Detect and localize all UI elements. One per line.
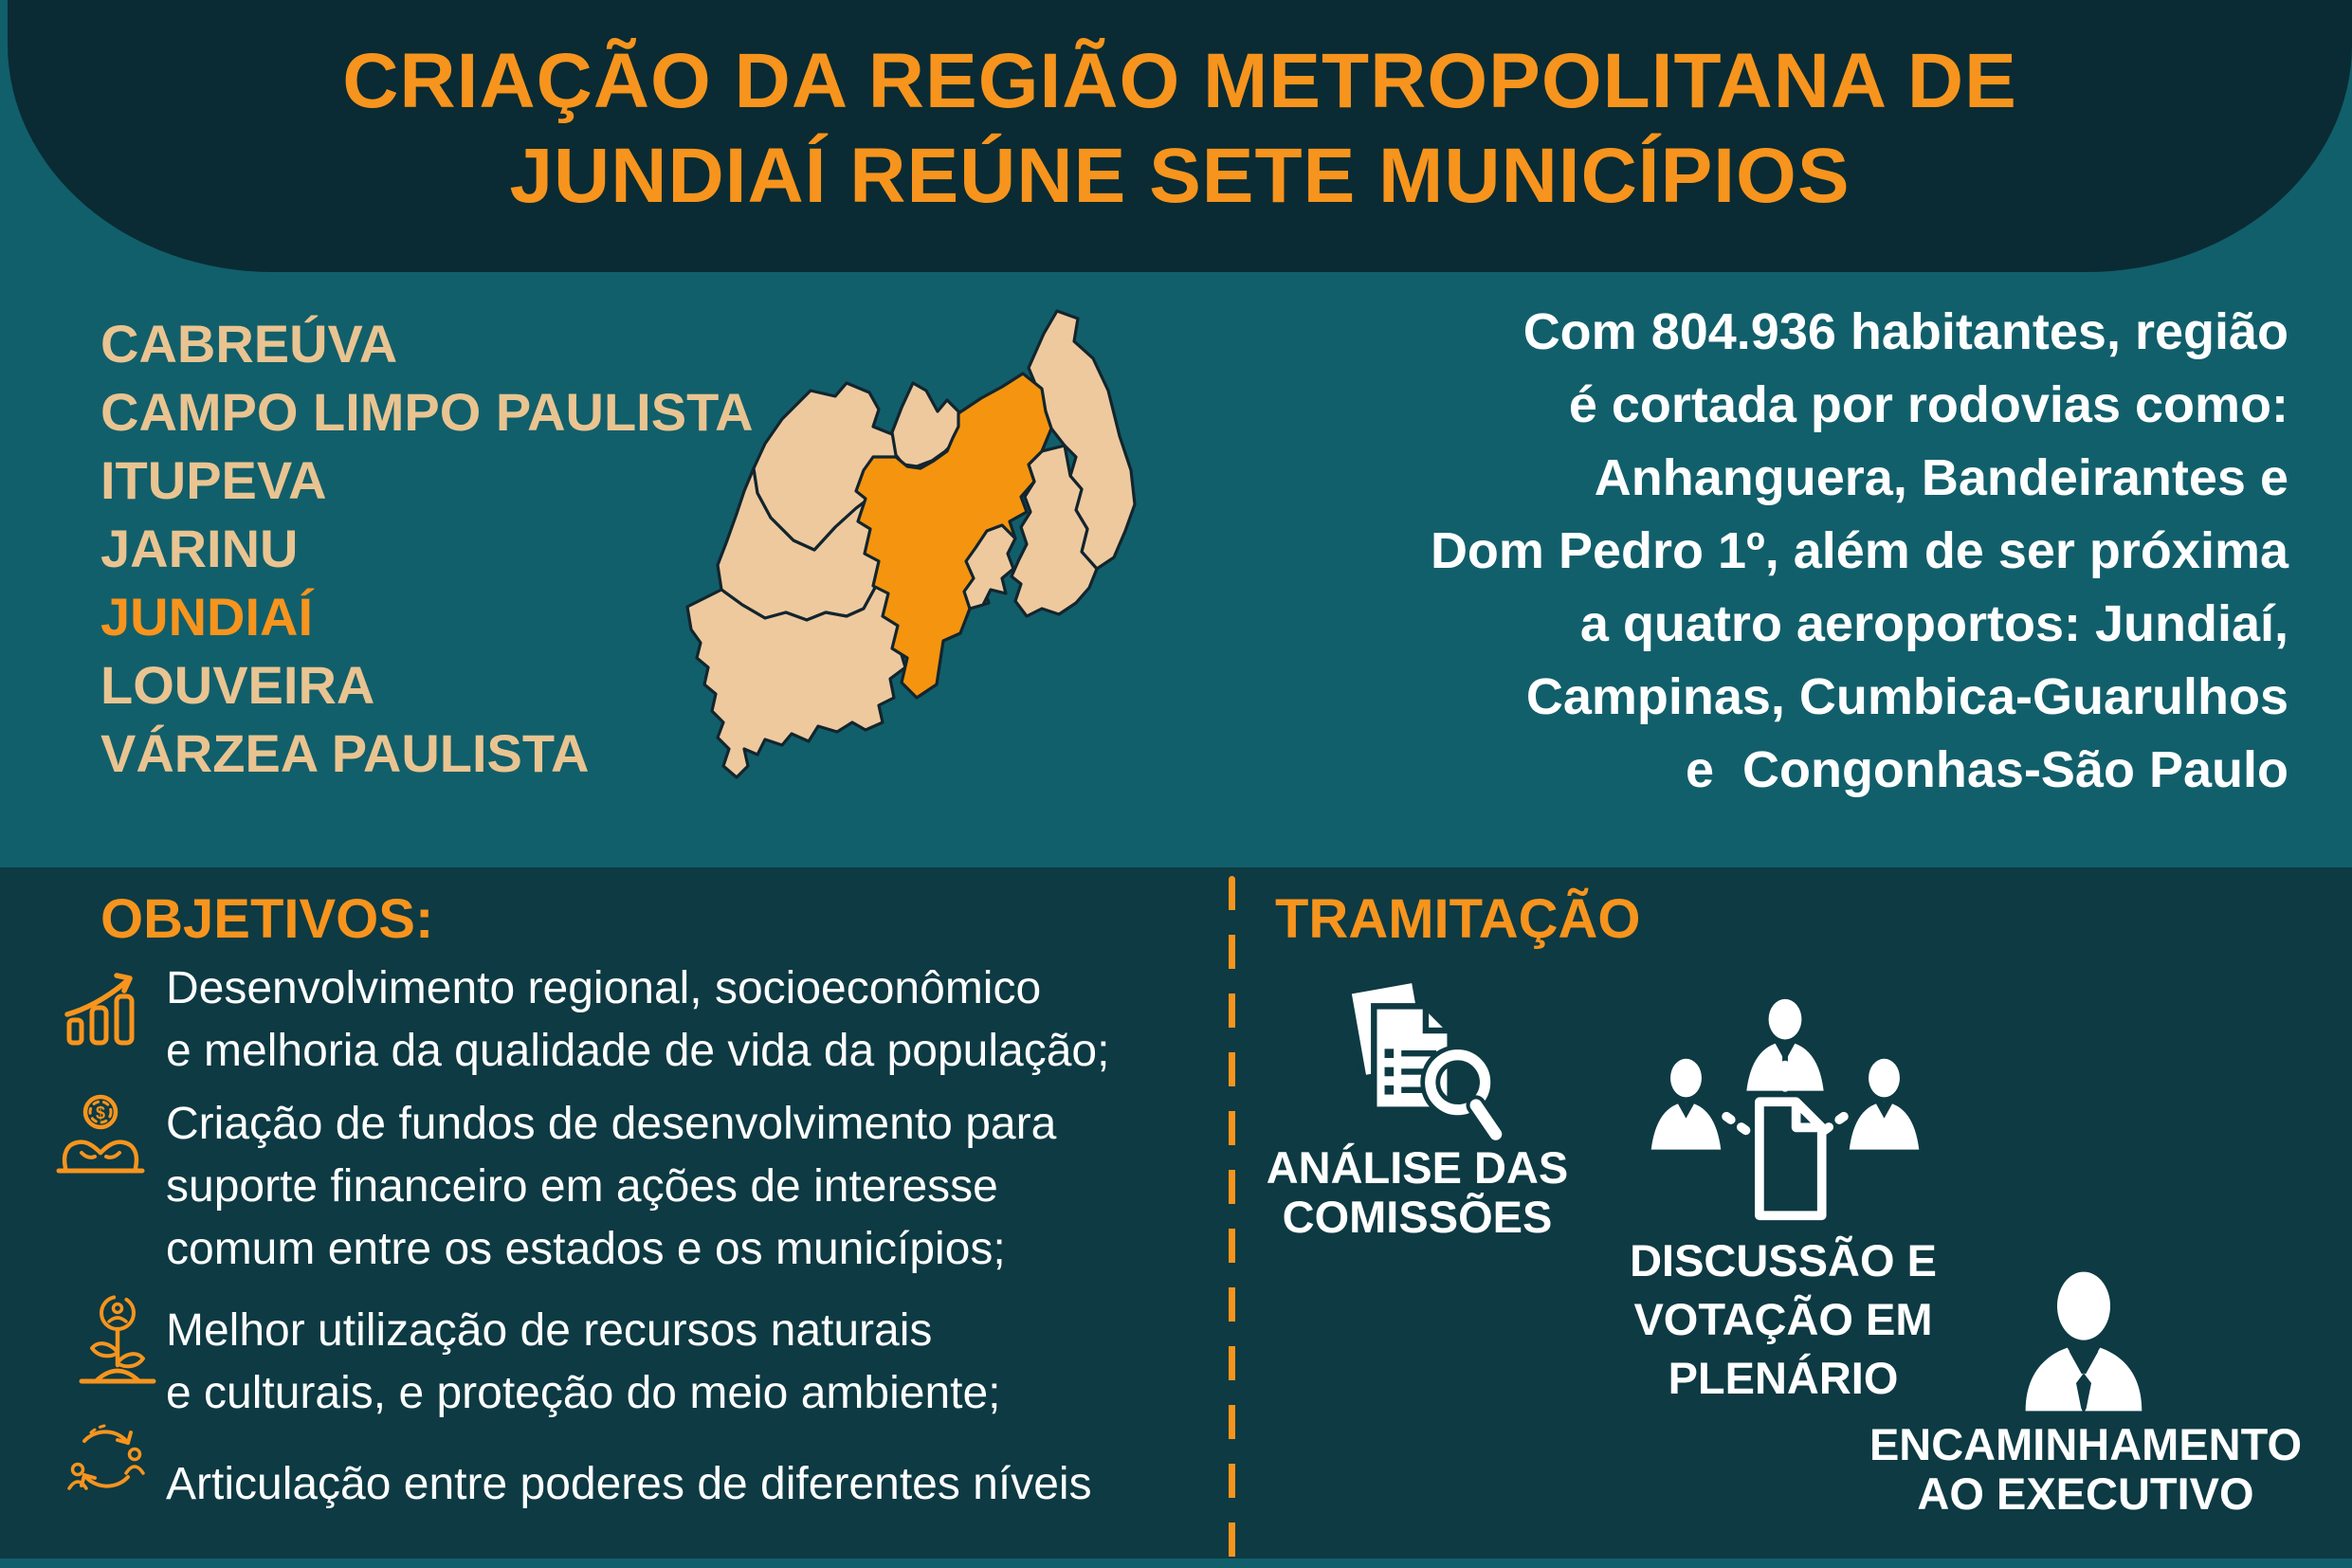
municipality-jundiai: JUNDIAÍ — [100, 587, 314, 647]
tramitacao-heading: TRAMITAÇÃO — [1275, 888, 1641, 950]
objective-1-line-2: e melhoria da qualidade de vida da população; — [166, 1026, 1110, 1076]
region-description-line: Com 804.936 habitantes, região — [1522, 303, 2288, 360]
step-2-line-2: VOTAÇÃO EM — [1633, 1294, 1933, 1344]
municipality-varzea-paulista: VÁRZEA PAULISTA — [100, 723, 590, 783]
step-2-line-3: PLENÁRIO — [1668, 1353, 1899, 1403]
committee-analysis-icon — [1327, 973, 1512, 1143]
region-description-line: Anhanguera, Bandeirantes e — [1594, 449, 2288, 506]
step-label-committee-analysis — [1261, 1143, 1574, 1242]
objective-2-line-3: comum entre os estados e os municípios; — [166, 1224, 1006, 1274]
municipality-cabreuva: CABREÚVA — [100, 314, 398, 374]
region-description-line: a quatro aeroportos: Jundiaí, — [1579, 595, 2288, 652]
bottom-teal-strip — [0, 1559, 2352, 1568]
step-label-executive-referral — [1856, 1420, 2315, 1519]
step-3-line-1: ENCAMINHAMENTO — [1869, 1419, 2303, 1469]
municipality-campo-limpo-paulista: CAMPO LIMPO PAULISTA — [100, 382, 754, 442]
executive-referral-icon — [2008, 1267, 2160, 1416]
objective-item-4 — [166, 1453, 1092, 1516]
growth-chart-icon — [61, 961, 148, 1047]
plant-growth-icon — [76, 1291, 159, 1392]
page-title-line-1: CRIAÇÃO DA REGIÃO METROPOLITANA DE — [342, 38, 2017, 124]
objective-1-line-1: Desenvolvimento regional, socioeconômico — [166, 963, 1042, 1013]
hands-coin-icon — [53, 1086, 148, 1177]
page-title-line-2: JUNDIAÍ REÚNE SETE MUNICÍPIOS — [509, 133, 1851, 219]
objective-item-2 — [166, 1093, 1056, 1281]
step-3-line-2: AO EXECUTIVO — [1917, 1468, 2254, 1519]
municipality-itupeva: ITUPEVA — [100, 450, 327, 510]
municipality-list — [100, 310, 754, 788]
objective-2-line-1: Criação de fundos de desenvolvimento para — [166, 1099, 1057, 1149]
dashed-divider — [1229, 876, 1235, 1568]
step-2-line-1: DISCUSSÃO E — [1630, 1235, 1937, 1285]
page-title — [8, 0, 2352, 224]
cycle-people-icon — [64, 1420, 148, 1500]
region-description-line: é cortada por rodovias como: — [1568, 376, 2288, 433]
municipality-louveira: LOUVEIRA — [100, 655, 375, 715]
step-1-line-2: COMISSÕES — [1282, 1192, 1553, 1242]
header-banner — [8, 0, 2352, 272]
region-description-line: Dom Pedro 1º, além de ser próxima — [1430, 522, 2288, 579]
step-1-line-1: ANÁLISE DAS — [1266, 1142, 1569, 1193]
municipality-jarinu: JARINU — [100, 519, 299, 578]
objectives-heading: OBJETIVOS: — [100, 888, 434, 950]
region-description-line: Campinas, Cumbica-Guarulhos — [1525, 668, 2288, 725]
region-description-line: e Congonhas-São Paulo — [1685, 741, 2288, 798]
objective-2-line-2: suporte financeiro em ações de interesse — [166, 1161, 998, 1212]
objective-item-1 — [166, 957, 1109, 1083]
metropolitan-region-map — [668, 277, 1332, 850]
region-description — [1431, 296, 2288, 807]
objective-3-line-1: Melhor utilização de recursos naturais — [166, 1305, 933, 1356]
dollar-glyph: $ — [95, 1103, 106, 1122]
objective-4-line-1: Articulação entre poderes de diferentes níveis — [166, 1459, 1092, 1509]
objective-item-3 — [166, 1300, 1001, 1425]
plenary-vote-icon — [1638, 995, 1932, 1223]
objective-3-line-2: e culturais, e proteção do meio ambiente; — [166, 1368, 1001, 1418]
step-label-plenary-vote — [1617, 1231, 1949, 1408]
